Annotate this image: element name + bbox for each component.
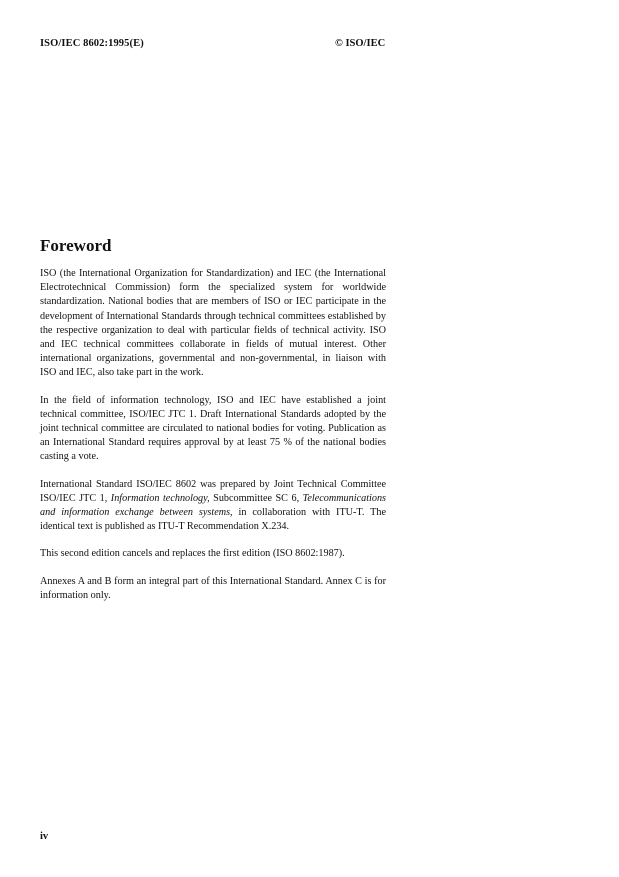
paragraph-3-part-2: Subcommittee SC 6, xyxy=(209,492,303,504)
paragraph-3-part-1: International Standard ISO/IEC 8602 was prepared by Joint Technical Committee ISO/IEC JTC 1, xyxy=(40,478,386,504)
copyright-notice: © ISO/IEC xyxy=(335,38,386,49)
paragraph-4: This second edition cancels and replaces the first edition (ISO 8602:1987). xyxy=(40,548,345,560)
document-id: ISO/IEC 8602:1995(E) xyxy=(40,38,144,49)
committee-name: Information technology, xyxy=(110,492,210,504)
page-number: iv xyxy=(40,831,49,842)
subcommittee-name: Telecommunications and information exchange between systems, xyxy=(40,492,387,519)
page-title: Foreword xyxy=(40,236,112,255)
paragraph-3 xyxy=(40,478,386,535)
foreword-body xyxy=(40,267,386,616)
paragraph-5: Annexes A and B form an integral part of this International Standard. Annex C is for information only. xyxy=(40,575,386,601)
paragraph-1: ISO (the International Organization for Standardization) and IEC (the International Electrotechnical Commission) form the specialized system for worldwide standardization. National bodies that are members of ISO or IEC participate in the development of International Standards through technical committees established by the respective organization to deal with particular fields of technical activity. ISO and IEC technical committees collaborate in fields of mutual interest. Other international organizations, governmental and non-governmental, in liaison with ISO and IEC, also take part in the work. xyxy=(40,268,386,379)
paragraph-3-part-3: in collaboration with ITU-T. The identical text is published as ITU-T Recommendation X.234. xyxy=(40,507,387,533)
paragraph-2: In the field of information technology, ISO and IEC have established a joint technical committee, ISO/IEC JTC 1. Draft International Standards adopted by the joint technical committee are circulated to national bodies for voting. Publication as an International Standard requires approval by at least 75 % of the national bodies casting a vote. xyxy=(40,394,386,463)
